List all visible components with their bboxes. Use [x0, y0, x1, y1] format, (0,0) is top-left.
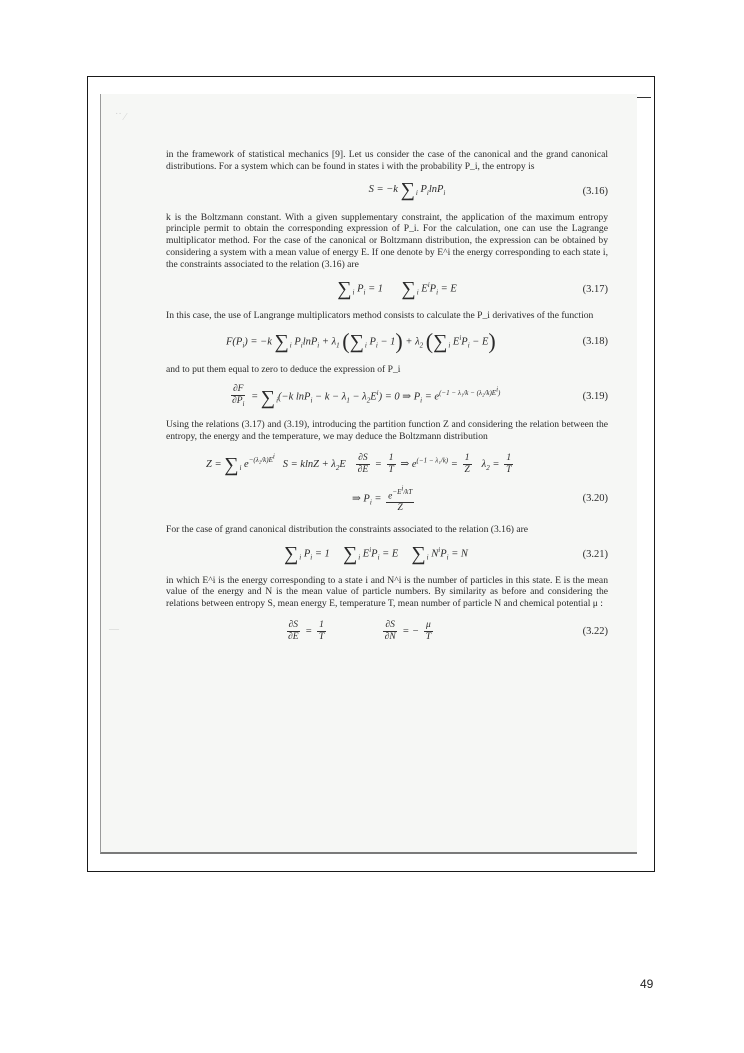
equation-number: (3.22) — [582, 626, 608, 638]
paragraph: in the framework of statistical mechanics [9]. Let us consider the case of the canonical and the grand canonical distributions. For a system which can be found in states i with the probability P_i, the entropy is — [166, 149, 608, 172]
equation-math: $\sum_i$ $P_i = 1$ $\sum_i$ $E^iP_i = E$ — [337, 278, 457, 301]
paper-body — [166, 149, 608, 655]
equation-math: $F(P_i) = -k$ $\sum_i$ $P_i\ln P_i + \lambda_1$ ($\sum_i$ $P_i - 1) + \lambda_2$ ($\sum_i$ $E^iP_i - E$) — [226, 328, 496, 354]
equation-number: (3.18) — [582, 336, 608, 348]
equation-3-16 — [166, 179, 608, 205]
equation-3-20 — [166, 481, 608, 517]
scan-smudge: ˙˙ ⁄ — [115, 112, 126, 123]
equation-3-21 — [166, 542, 608, 568]
paragraph: in which E^i is the energy corresponding to a state i and N^i is the number of particles in this state. E is the mean value of the energy and N is the mean value of particle numbers. By similarity as before and considering the relations between entropy S, mean energy E, temperature T, mean number of particle N and chemical potential μ : — [166, 574, 608, 610]
equation-partition — [166, 449, 608, 479]
equation-math: $\frac{\partial S}{\partial E}$ = $\frac{1}{T}$ $\frac{\partial S}{\partial N}$ = − $\frac{\mu}{T}$ — [288, 620, 432, 643]
equation-3-22 — [166, 616, 608, 648]
scanned-page — [100, 94, 637, 854]
equation-math: $Z = \sum_i$ $e^{-(\lambda_2/k)E^i}$ $S = klnZ + \lambda_2E$ $\frac{\partial S}{\partial E}$ = $\frac{1}{T}$ ⇒ $e^{(-1 - \lambda_1/k)}$ = $\frac{1}{Z}$ $\lambda_2$ = $\frac{1}{T}$ — [206, 452, 512, 476]
equation-math: ⇒ $P_i$ = $\frac{e^{-E^i/kT}}{Z}$ — [352, 484, 413, 513]
equation-number: (3.19) — [582, 391, 608, 403]
equation-math: S = −k $\sum_i$ $P_i\ln P_i$ — [368, 178, 446, 201]
paragraph: Using the relations (3.17) and (3.19), introducing the partition function Z and considering the relation between the entropy, the energy and the temperature, we may deduce the Boltzmann distribution — [166, 419, 608, 442]
equation-number: (3.16) — [582, 185, 608, 197]
paragraph: For the case of grand canonical distribution the constraints associated to the relation (3.16) are — [166, 523, 529, 535]
equation-3-19 — [166, 382, 608, 412]
equation-number: (3.17) — [582, 283, 608, 295]
paragraph: k is the Boltzmann constant. With a given supplementary constraint, the application of the maximum entropy principle permit to obtain the corresponding expression of P_i. For the calculation, one can use the Lagrange multiplicator method. For the case of the canonical or Boltzmann distribution, the expression can be obtained by considering a system with a mean value of energy E. If one denote by E^i the energy corresponding to each state i, the constraints associated to the relation (3.16) are — [166, 211, 608, 270]
page-number: 49 — [640, 977, 654, 991]
equation-3-18 — [166, 327, 608, 357]
paragraph: and to put them equal to zero to deduce the expression of P_i — [166, 364, 401, 376]
equation-number: (3.20) — [582, 492, 608, 504]
paragraph: In this case, the use of Langrange multiplicators method consists to calculate the P_i derivatives of the function — [166, 309, 594, 321]
scan-smudge: — — [109, 624, 119, 635]
equation-3-17 — [166, 277, 608, 303]
equation-math: $\sum_i$ $P_i = 1$ $\sum_i$ $E^iP_i = E$ $\sum_i$ $N^iP_i = N$ — [284, 543, 468, 566]
equation-number: (3.21) — [582, 548, 608, 560]
equation-math: $\frac{\partial F}{\partial P_i}$ = $\sum_i(-k$ $\ln P_i - k - \lambda_1 - \lambda_2E^i) = 0$ ⇒ $P_i = e^{(-1 - \lambda_1/k - (\lambda_2/k)E^i)}$ — [232, 384, 501, 409]
scan-edge-mark — [637, 97, 651, 98]
